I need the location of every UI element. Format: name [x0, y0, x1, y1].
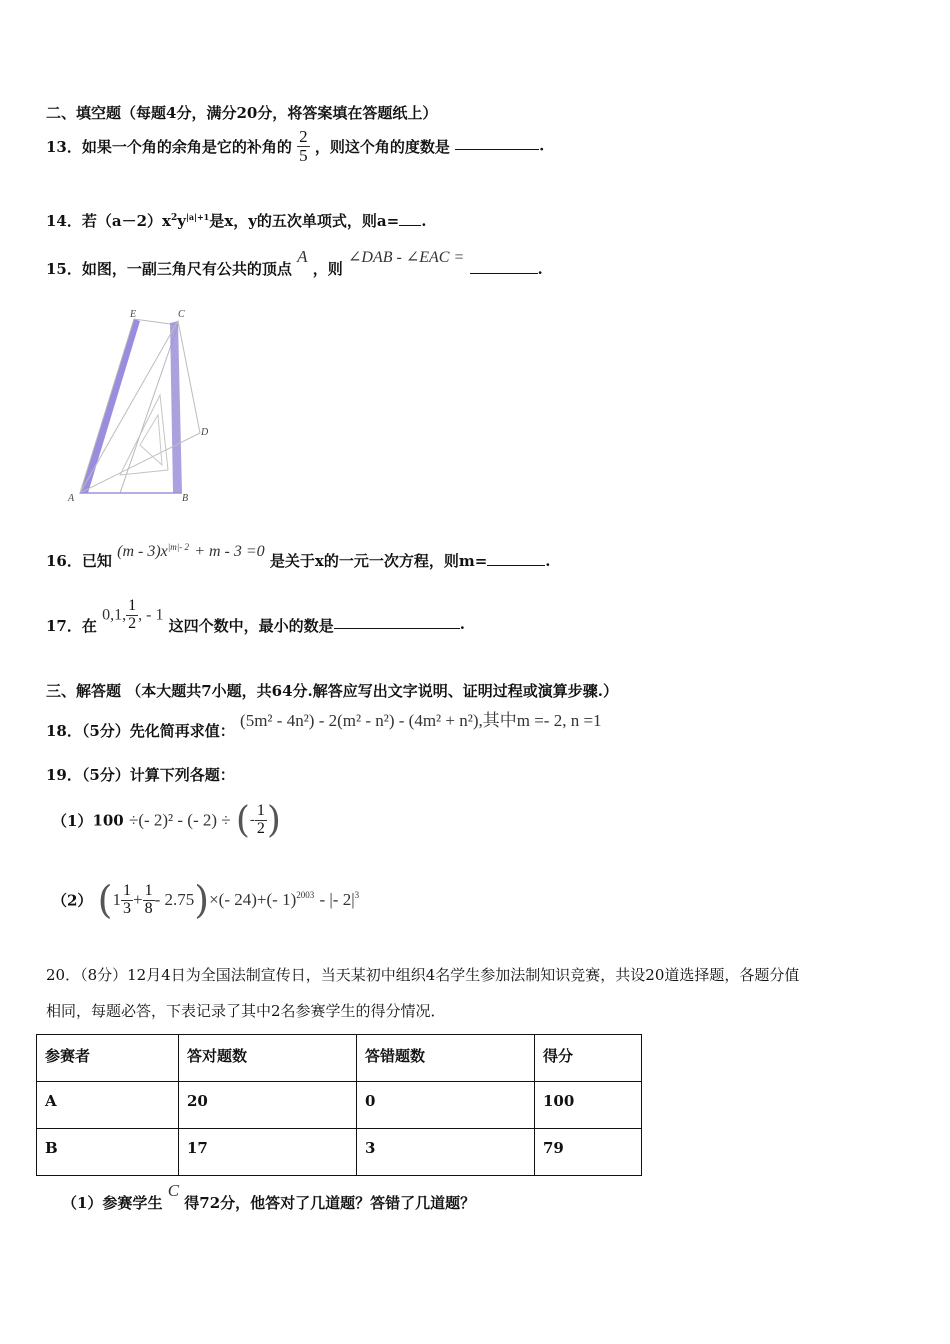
q14-mid: y	[177, 212, 186, 230]
q17-nums: 0,1,	[102, 606, 127, 624]
table-header-row	[37, 1035, 642, 1082]
question-19-part-1	[52, 800, 281, 841]
question-19-title: 19．（5分）计算下列各题：	[46, 766, 235, 784]
q13-frac-den: 5	[299, 145, 308, 165]
set-squares-figure	[60, 305, 230, 505]
q19-p1-num: 100	[92, 811, 124, 830]
q19-p1-frac-num: 1	[256, 802, 265, 820]
question-16	[46, 540, 551, 570]
table-header-cell: 答错题数	[357, 1035, 535, 1082]
question-17	[46, 598, 465, 633]
q13-suffix: ，则这个角的度数是	[314, 137, 450, 156]
question-20-intro	[46, 957, 906, 1029]
q19-p2-label: （2）	[52, 891, 93, 910]
q14-answer-blank[interactable]	[399, 225, 421, 226]
q19-p2-f1-den: 3	[123, 899, 131, 917]
question-19-part-2	[52, 878, 359, 922]
label-c: C	[178, 309, 185, 320]
q16-suffix: 是关于x的一元一次方程，则m=	[269, 552, 488, 570]
q19-p2-plus: +	[133, 890, 143, 909]
inner-triangle-1	[120, 395, 168, 475]
q19-p2-fraction-1	[121, 883, 133, 918]
q14-end: .	[421, 212, 427, 230]
q20-line-2: 相同，每题必答，下表记录了其中2名参赛学生的得分情况．	[46, 1002, 446, 1020]
q13-end: .	[539, 136, 545, 155]
q17-fraction	[126, 598, 138, 633]
q20-line-1: 20．（8分）12月4日为全国法制宣传日，当天某初中组织4名学生参加法制知识竞赛，共设20道选择题，各题分值	[46, 966, 800, 984]
q14-sup2: |a|+1	[185, 212, 210, 222]
table-header-cell: 得分	[535, 1035, 642, 1082]
table-row	[37, 1082, 642, 1129]
q19-p1-sign: -	[249, 812, 255, 828]
q19-p1-expression: ÷(- 2)² - (- 2) ÷	[128, 810, 231, 830]
q19-p2-paren-open: (	[97, 878, 113, 922]
q13-frac-num: 2	[299, 127, 308, 146]
q19-p1-paren-open: (	[235, 800, 250, 841]
question-15	[46, 246, 543, 278]
label-e: E	[130, 309, 137, 320]
table-cell: A	[37, 1082, 179, 1129]
q15-prefix: 15．如图，一副三角尺有公共的顶点	[46, 260, 292, 278]
q19-p2-paren-close: )	[194, 878, 210, 922]
question-20-sub-1	[62, 1180, 476, 1212]
table-cell: 20	[179, 1082, 357, 1129]
q16-answer-blank[interactable]	[487, 565, 545, 566]
section-3-title: 三、解答题 （本大题共7小题，共64分.解答应写出文字说明、证明过程或演算步骤.）	[46, 682, 618, 700]
q13-answer-blank[interactable]	[455, 149, 539, 150]
table-cell: 100	[535, 1082, 642, 1129]
label-a: A	[68, 493, 75, 504]
q19-p2-sup: 2003	[296, 890, 315, 900]
q17-after: , - 1	[138, 606, 164, 624]
set-square-edge-cb	[170, 321, 182, 493]
q20-sub1-var: C	[167, 1181, 180, 1200]
q19-p2-expression-b: - |- 2|	[319, 890, 355, 909]
q15-end: .	[537, 260, 543, 278]
q19-p2-minus: - 2.75	[154, 890, 195, 909]
table-header-cell: 参赛者	[37, 1035, 179, 1082]
section-2-title: 二、填空题（每题4分，满分20分，将答案填在答题纸上）	[46, 104, 438, 122]
q19-p2-f2-den: 8	[144, 899, 153, 917]
q16-end: .	[545, 552, 551, 570]
q13-prefix: 13．如果一个角的余角是它的补角的	[46, 137, 292, 156]
q17-frac-den: 2	[128, 614, 137, 632]
table-row	[37, 1129, 642, 1176]
q17-end: .	[459, 615, 465, 634]
question-18	[46, 706, 602, 740]
q19-p2-expression: ×(- 24)+(- 1)	[209, 890, 297, 909]
set-square-edge-ae	[80, 319, 140, 493]
set-square-triangle-cad	[80, 321, 200, 493]
q18-expression: (5m² - 4n²) - 2(m² - n²) - (4m² + n²),其中m =- 2, n =1	[240, 711, 602, 730]
q14-prefix: 14．若（a－2）x	[46, 212, 171, 230]
table-header-cell: 答对题数	[179, 1035, 357, 1082]
label-d: D	[201, 427, 209, 438]
q20-sub1-suffix: 得72分，他答对了几道题？答错了几道题？	[184, 1194, 476, 1212]
q14-suffix: 是x，y的五次单项式，则a=	[209, 212, 400, 230]
q19-p1-paren-close: )	[266, 800, 281, 841]
q16-sup: |m|- 2	[167, 542, 189, 552]
q19-p2-whole: 1	[112, 890, 121, 909]
q16-expr-b: + m - 3 =0	[194, 543, 265, 560]
q15-answer-blank[interactable]	[470, 273, 538, 274]
q16-expr-a: (m - 3)x	[117, 543, 168, 560]
q19-p2-f1-num: 1	[123, 881, 131, 899]
score-table	[36, 1034, 642, 1176]
question-13	[46, 128, 544, 165]
q20-sub1-prefix: （1）参赛学生	[62, 1194, 163, 1212]
q17-frac-num: 1	[128, 597, 137, 614]
q17-answer-blank[interactable]	[334, 628, 460, 629]
q19-p1-frac-den: 2	[256, 820, 265, 837]
q17-prefix: 17．在	[46, 616, 97, 635]
q15-point: A	[297, 247, 308, 266]
q13-fraction	[297, 128, 310, 165]
q16-prefix: 16．已知	[46, 552, 112, 570]
q17-suffix: 这四个数中，最小的数是	[168, 616, 334, 635]
q19-p2-sup2: 3	[354, 890, 360, 900]
q18-prefix: 18．（5分）先化简再求值：	[46, 722, 235, 740]
q19-p1-label: （1）	[52, 812, 93, 830]
label-b: B	[182, 493, 189, 504]
table-cell: 0	[357, 1082, 535, 1129]
q19-p2-fraction-2	[143, 883, 155, 918]
q19-p1-fraction	[255, 803, 267, 838]
q14-sup1: 2	[170, 213, 178, 223]
q19-p2-f2-num: 1	[144, 881, 153, 899]
q15-expr: ∠DAB - ∠EAC =	[348, 249, 465, 266]
table-cell: B	[37, 1129, 179, 1176]
table-cell: 17	[179, 1129, 357, 1176]
table-cell: 79	[535, 1129, 642, 1176]
q15-mid: ，则	[312, 260, 343, 278]
table-cell: 3	[357, 1129, 535, 1176]
question-14	[46, 210, 426, 231]
